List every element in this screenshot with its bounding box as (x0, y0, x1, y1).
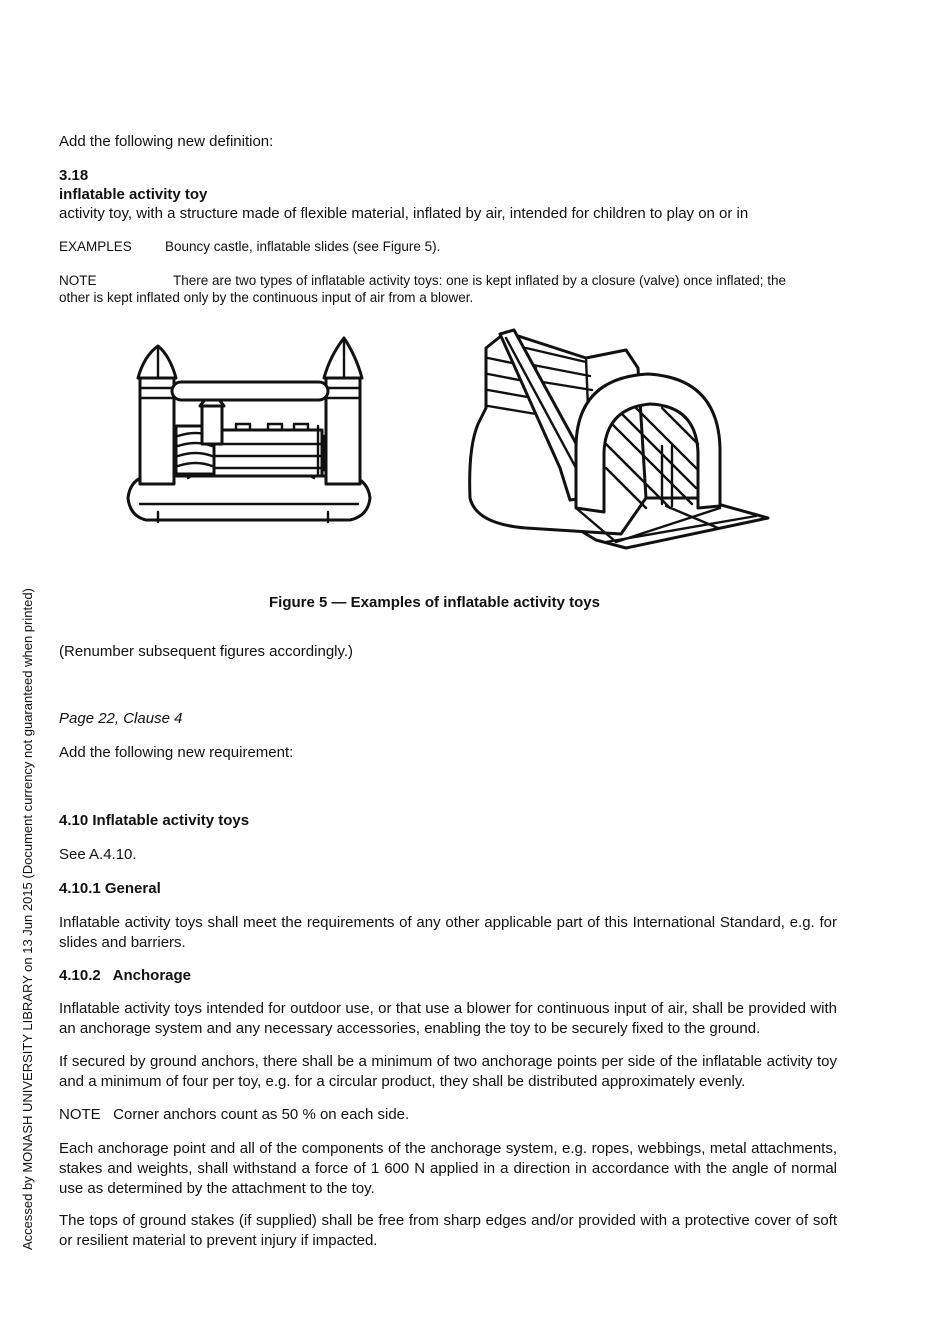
corner-note: NOTE Corner anchors count as 50 % on each side. (59, 1106, 410, 1123)
anchorage-paragraph-2: If secured by ground anchors, there shall be a minimum of two anchorage points per side of the inflatable activity toy and a minimum of four per toy, e.g. for a circular product, they shall be distributed approximately evenly. (59, 1053, 837, 1090)
note-line-1: There are two types of inflatable activity toys: one is kept inflated by a closure (valve) once inflated; the (173, 273, 787, 288)
intro-text: Add the following new definition: (59, 133, 274, 150)
definition-text: activity toy, with a structure made of flexible material, inflated by air, intended for children to play on or in (59, 205, 749, 222)
examples-text: Bouncy castle, inflatable slides (see Figure 5). (165, 239, 441, 254)
anchorage-paragraph-1: Inflatable activity toys intended for outdoor use, or that use a blower for continuous input of air, shall be provided with an anchorage system and any necessary accessories, enabling the toy to be securely fixed to the ground. (59, 1000, 837, 1037)
note-line-2: other is kept inflated only by the continuous input of air from a blower. (59, 290, 474, 305)
page-reference: Page 22, Clause 4 (59, 710, 183, 727)
general-heading: 4.10.1 General (59, 880, 161, 897)
anchorage-heading: 4.10.2 Anchorage (59, 967, 191, 984)
intro-requirement: Add the following new requirement: (59, 744, 294, 761)
note-label: NOTE (59, 273, 97, 288)
figure-caption: Figure 5 — Examples of inflatable activity toys (269, 594, 600, 611)
anchorage-paragraph-3: Each anchorage point and all of the components of the anchorage system, e.g. ropes, webbings, metal attachments, stakes and weights, shall withstand a force of 1 600 N applied in a direction in accordance with the angle of normal use as determined by the attachment to the toy. (59, 1140, 837, 1197)
access-watermark: Accessed by MONASH UNIVERSITY LIBRARY on 13 Jun 2015 (Document currency not guaranteed when printed) (20, 588, 35, 1250)
anchorage-paragraph-4: The tops of ground stakes (if supplied) shall be free from sharp edges and/or provided with a protective cover of soft or resilient material to prevent injury if impacted. (59, 1212, 837, 1249)
see-annex: See A.4.10. (59, 846, 137, 863)
definition-number: 3.18 (59, 167, 89, 184)
inflatable-slide-drawing (466, 328, 772, 552)
renumber-note: (Renumber subsequent figures accordingly.) (59, 643, 354, 660)
bouncy-castle-drawing (118, 332, 380, 538)
examples-label: EXAMPLES (59, 239, 132, 254)
definition-term: inflatable activity toy (59, 186, 208, 203)
general-paragraph: Inflatable activity toys shall meet the requirements of any other applicable part of this International Standard, e.g. for slides and barriers. (59, 914, 837, 951)
section-heading: 4.10 Inflatable activity toys (59, 812, 250, 829)
